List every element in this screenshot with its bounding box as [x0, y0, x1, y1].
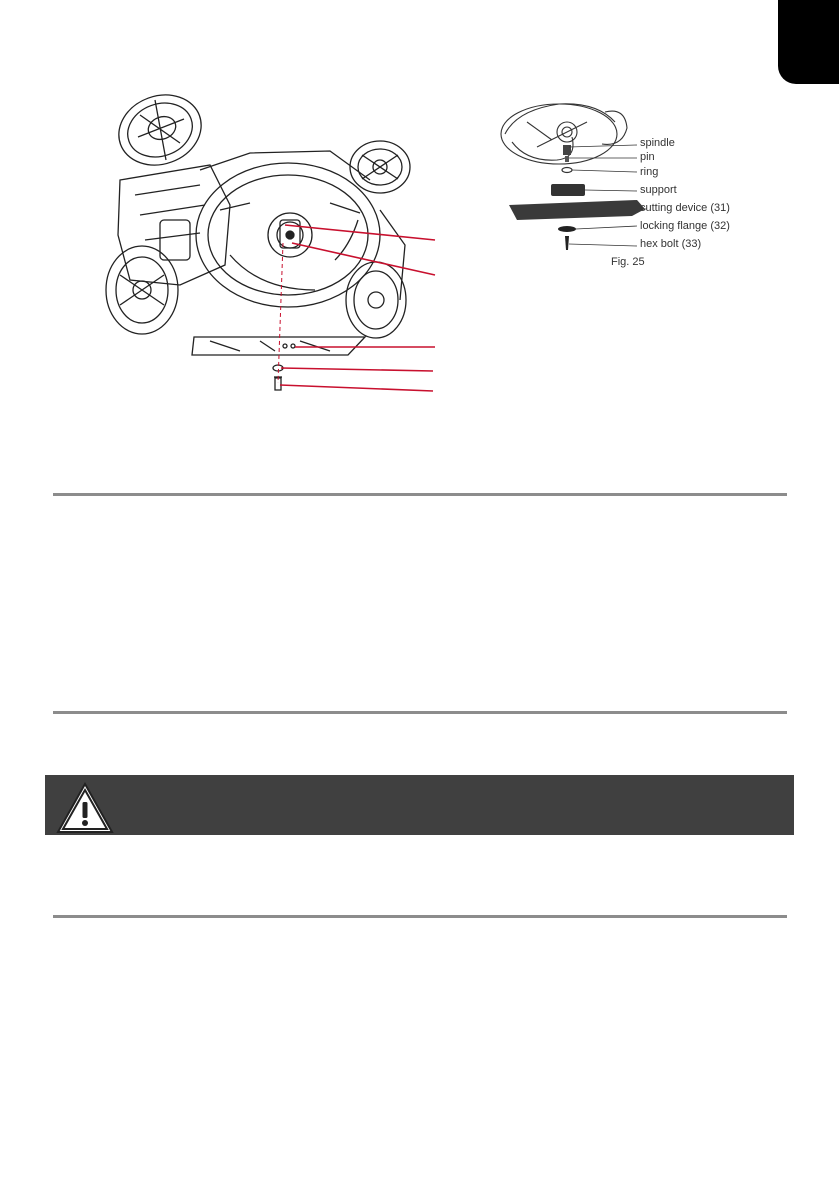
- rear-wheel-bottom-left: [106, 246, 178, 334]
- leader-lines: [280, 225, 435, 391]
- figure-caption: Fig. 25: [611, 256, 645, 268]
- section-divider-2: [53, 711, 787, 714]
- label-cutting-device: cutting device (31): [640, 202, 730, 214]
- page-edge-tab: [778, 0, 839, 84]
- warning-triangle-icon: [55, 780, 115, 835]
- front-wheel-right: [350, 141, 410, 193]
- label-spindle: spindle: [640, 137, 675, 149]
- rear-wheel-left: [109, 85, 211, 176]
- label-ring: ring: [640, 166, 659, 178]
- label-pin: pin: [640, 151, 655, 163]
- section-divider-3: [53, 915, 787, 918]
- blade-illustration: [192, 337, 365, 355]
- label-support: support: [640, 184, 677, 196]
- mower-underside-illustration: [100, 85, 440, 405]
- warning-banner: [45, 775, 794, 835]
- front-wheel-bottom-right: [346, 262, 406, 338]
- exploded-parts-drawing: [497, 92, 777, 282]
- label-hex-bolt: hex bolt (33): [640, 238, 702, 250]
- section-divider-1: [53, 493, 787, 496]
- exploded-blade-diagram: [497, 92, 777, 282]
- label-locking-flange: locking flange (32): [640, 220, 730, 232]
